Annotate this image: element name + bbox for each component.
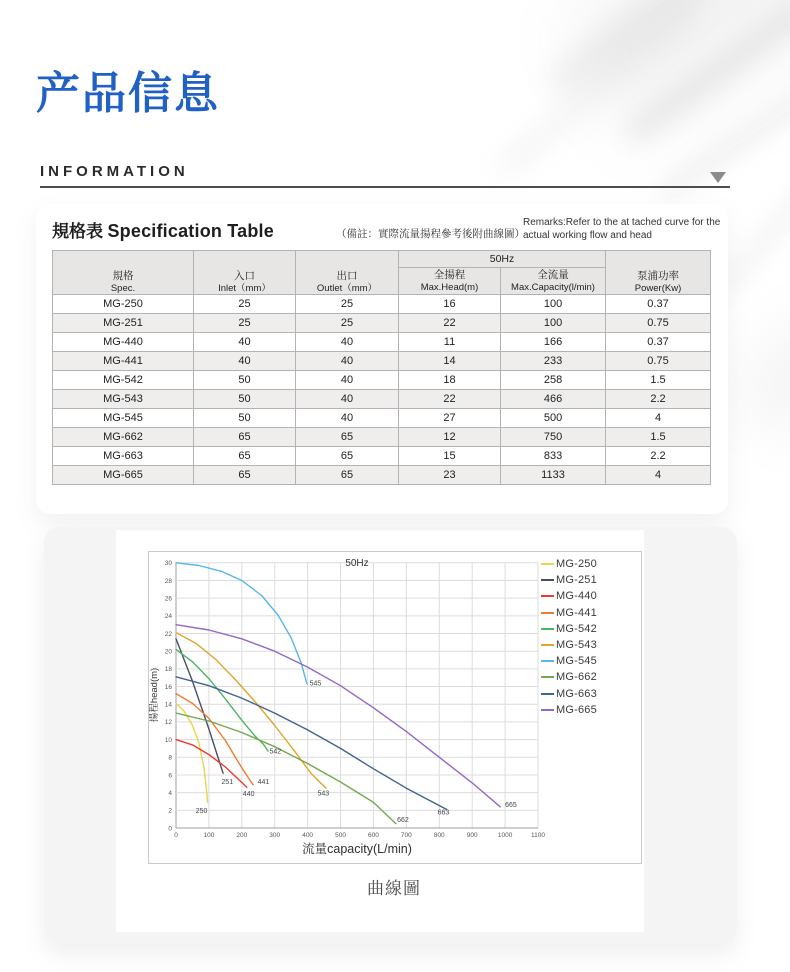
legend-item-MG-441 [541,605,638,621]
spec-cell: 25 [296,295,399,314]
spec-cell: MG-542 [53,371,194,390]
spec-cell: 12 [399,428,501,447]
curve-label-665: 665 [505,801,517,809]
col-header-50hz: 50Hz [399,251,606,268]
y-tick-label: 26 [164,595,172,603]
legend-dash-icon [541,709,554,711]
spec-table-row [53,428,711,447]
chart-legend [541,556,638,718]
spec-table-row [53,466,711,485]
spec-cell: 0.75 [606,352,711,371]
spec-cell: 0.37 [606,333,711,352]
legend-label: MG-251 [556,574,597,587]
spec-cell: 2.2 [606,447,711,466]
spec-cell: 65 [194,447,296,466]
legend-label: MG-441 [556,606,597,619]
specification-card [36,204,728,514]
spec-cell: 2.2 [606,390,711,409]
legend-label: MG-250 [556,558,597,571]
legend-label: MG-543 [556,639,597,652]
spec-cell: 18 [399,371,501,390]
legend-dash-icon [541,628,554,630]
col-header-inlet: 入口 Inlet（mm） [194,251,296,295]
spec-cell: 50 [194,371,296,390]
y-tick-label: 30 [164,560,172,568]
col-header-spec: 規格 Spec. [53,251,194,295]
legend-dash-icon [541,579,554,581]
chart-title: 50Hz [345,558,369,569]
spec-cell: 65 [194,428,296,447]
spec-cell: 65 [194,466,296,485]
spec-cell: MG-543 [53,390,194,409]
specification-table [52,250,711,485]
spec-cell: 100 [501,295,606,314]
x-tick-label: 200 [236,832,248,839]
x-tick-label: 300 [269,832,281,839]
y-tick-label: 8 [168,754,172,762]
page-title: 产品信息 [36,69,220,118]
spec-cell: 16 [399,295,501,314]
x-tick-label: 400 [302,832,314,839]
spec-cell: 100 [501,314,606,333]
curve-label-250: 250 [195,807,208,815]
legend-label: MG-662 [556,671,597,684]
spec-cell: 466 [501,390,606,409]
legend-dash-icon [541,563,554,565]
x-tick-label: 1100 [531,832,545,839]
curve-chart-panel [116,530,644,932]
spec-table-row [53,409,711,428]
spec-table-row [53,371,711,390]
y-tick-label: 28 [164,577,172,585]
y-tick-label: 16 [164,683,172,691]
spec-cell: 833 [501,447,606,466]
spec-cell: 25 [194,295,296,314]
spec-cell: 233 [501,352,606,371]
legend-dash-icon [541,676,554,678]
x-tick-label: 600 [368,832,379,839]
spec-cell: 50 [194,390,296,409]
spec-cell: 23 [399,466,501,485]
spec-cell: 50 [194,409,296,428]
spec-heading-cjk: 規格表 [52,222,103,241]
legend-item-MG-665 [541,702,638,718]
section-divider [40,186,730,188]
spec-remarks-line1: Remarks:Refer to the at tached curve for the [523,217,721,228]
spec-cell: 166 [501,333,606,352]
legend-item-MG-663 [541,686,638,702]
spec-note: （備註：實際流量揚程參考後附曲線圖） [336,228,525,240]
spec-table-row [53,447,711,466]
spec-table-row [53,333,711,352]
legend-item-MG-440 [541,588,638,604]
spec-cell: MG-250 [53,295,194,314]
spec-cell: 40 [296,333,399,352]
x-tick-label: 500 [335,832,346,839]
triangle-down-icon [710,172,726,183]
spec-cell: MG-662 [53,428,194,447]
col-header-maxhead: 全揚程 Max.Head(m) [399,268,501,295]
spec-table-body [53,295,711,485]
x-axis-label: 流量capacity(L/min) [302,842,412,856]
curve-label-662: 662 [397,816,409,824]
spec-cell: 40 [296,390,399,409]
spec-table-row [53,295,711,314]
spec-cell: 258 [501,371,606,390]
legend-label: MG-665 [556,703,597,716]
y-tick-label: 10 [164,736,172,744]
col-header-power: 泵浦功率 Power(Kw) [606,251,711,295]
legend-item-MG-662 [541,669,638,685]
x-tick-label: 0 [174,832,178,839]
legend-label: MG-663 [556,687,597,700]
y-tick-label: 12 [164,719,172,727]
curve-label-441: 441 [257,778,270,786]
x-tick-label: 800 [433,832,445,839]
legend-item-MG-542 [541,621,638,637]
spec-cell: 11 [399,333,501,352]
y-tick-label: 24 [164,613,172,621]
spec-cell: 0.37 [606,295,711,314]
curve-label-543: 543 [317,790,330,798]
spec-table-row [53,390,711,409]
spec-cell: MG-663 [53,447,194,466]
spec-heading-en: Specification Table [107,221,274,241]
y-tick-label: 4 [168,789,172,797]
spec-cell: MG-441 [53,352,194,371]
y-tick-label: 6 [168,772,172,780]
spec-cell: 65 [296,428,399,447]
spec-cell: 27 [399,409,501,428]
spec-table-row [53,314,711,333]
curve-chart-box [148,551,642,864]
legend-item-MG-250 [541,556,638,572]
curve-MG-440 [176,740,247,788]
curve-chart-card [44,527,737,944]
col-header-maxcapacity: 全流量 Max.Capacity(l/min) [501,268,606,295]
spec-cell: 1.5 [606,428,711,447]
y-tick-label: 22 [164,630,172,638]
legend-dash-icon [541,612,554,614]
spec-cell: 500 [501,409,606,428]
spec-cell: 25 [296,314,399,333]
spec-cell: 65 [296,447,399,466]
y-tick-label: 20 [164,648,172,656]
spec-cell: 0.75 [606,314,711,333]
chart-caption: 曲線圖 [367,879,421,898]
spec-table-heading [52,217,274,242]
curve-MG-543 [176,633,326,789]
y-tick-label: 0 [168,825,172,833]
spec-cell: 25 [194,314,296,333]
information-label: INFORMATION [40,163,189,180]
spec-cell: 1.5 [606,371,711,390]
spec-cell: 40 [194,333,296,352]
spec-cell: 22 [399,314,501,333]
spec-cell: 40 [296,352,399,371]
legend-item-MG-545 [541,653,638,669]
spec-cell: 22 [399,390,501,409]
spec-cell: 15 [399,447,501,466]
x-tick-label: 1000 [497,832,513,839]
curve-label-251: 251 [221,778,234,786]
spec-cell: 4 [606,466,711,485]
spec-cell: 40 [194,352,296,371]
col-header-outlet: 出口 Outlet（mm） [296,251,399,295]
legend-item-MG-543 [541,637,638,653]
x-tick-label: 700 [400,832,412,839]
y-tick-label: 2 [168,807,172,815]
spec-cell: MG-440 [53,333,194,352]
spec-cell: 40 [296,371,399,390]
spec-table-row [53,352,711,371]
spec-cell: 65 [296,466,399,485]
legend-dash-icon [541,644,554,646]
curve-label-542: 542 [269,748,282,756]
legend-dash-icon [541,660,554,662]
spec-cell: MG-665 [53,466,194,485]
y-axis-label: 揚程head(m) [149,667,160,723]
spec-remarks [523,216,725,242]
legend-label: MG-440 [556,590,597,603]
curve-MG-250 [176,703,208,802]
x-tick-label: 100 [203,832,215,839]
curve-label-545: 545 [309,680,322,688]
curve-label-663: 663 [437,809,450,817]
x-tick-label: 900 [466,832,478,839]
legend-dash-icon [541,693,554,695]
spec-cell: 1133 [501,466,606,485]
curve-label-440: 440 [242,791,255,799]
spec-cell: 750 [501,428,606,447]
legend-item-MG-251 [541,572,638,588]
legend-label: MG-545 [556,655,597,668]
y-tick-label: 18 [164,666,172,674]
spec-remarks-line2: actual working flow and head [523,230,652,241]
spec-cell: 4 [606,409,711,428]
legend-label: MG-542 [556,622,597,635]
spec-cell: 40 [296,409,399,428]
spec-cell: 14 [399,352,501,371]
spec-cell: MG-545 [53,409,194,428]
spec-cell: MG-251 [53,314,194,333]
y-tick-label: 14 [164,701,172,709]
legend-dash-icon [541,595,554,597]
